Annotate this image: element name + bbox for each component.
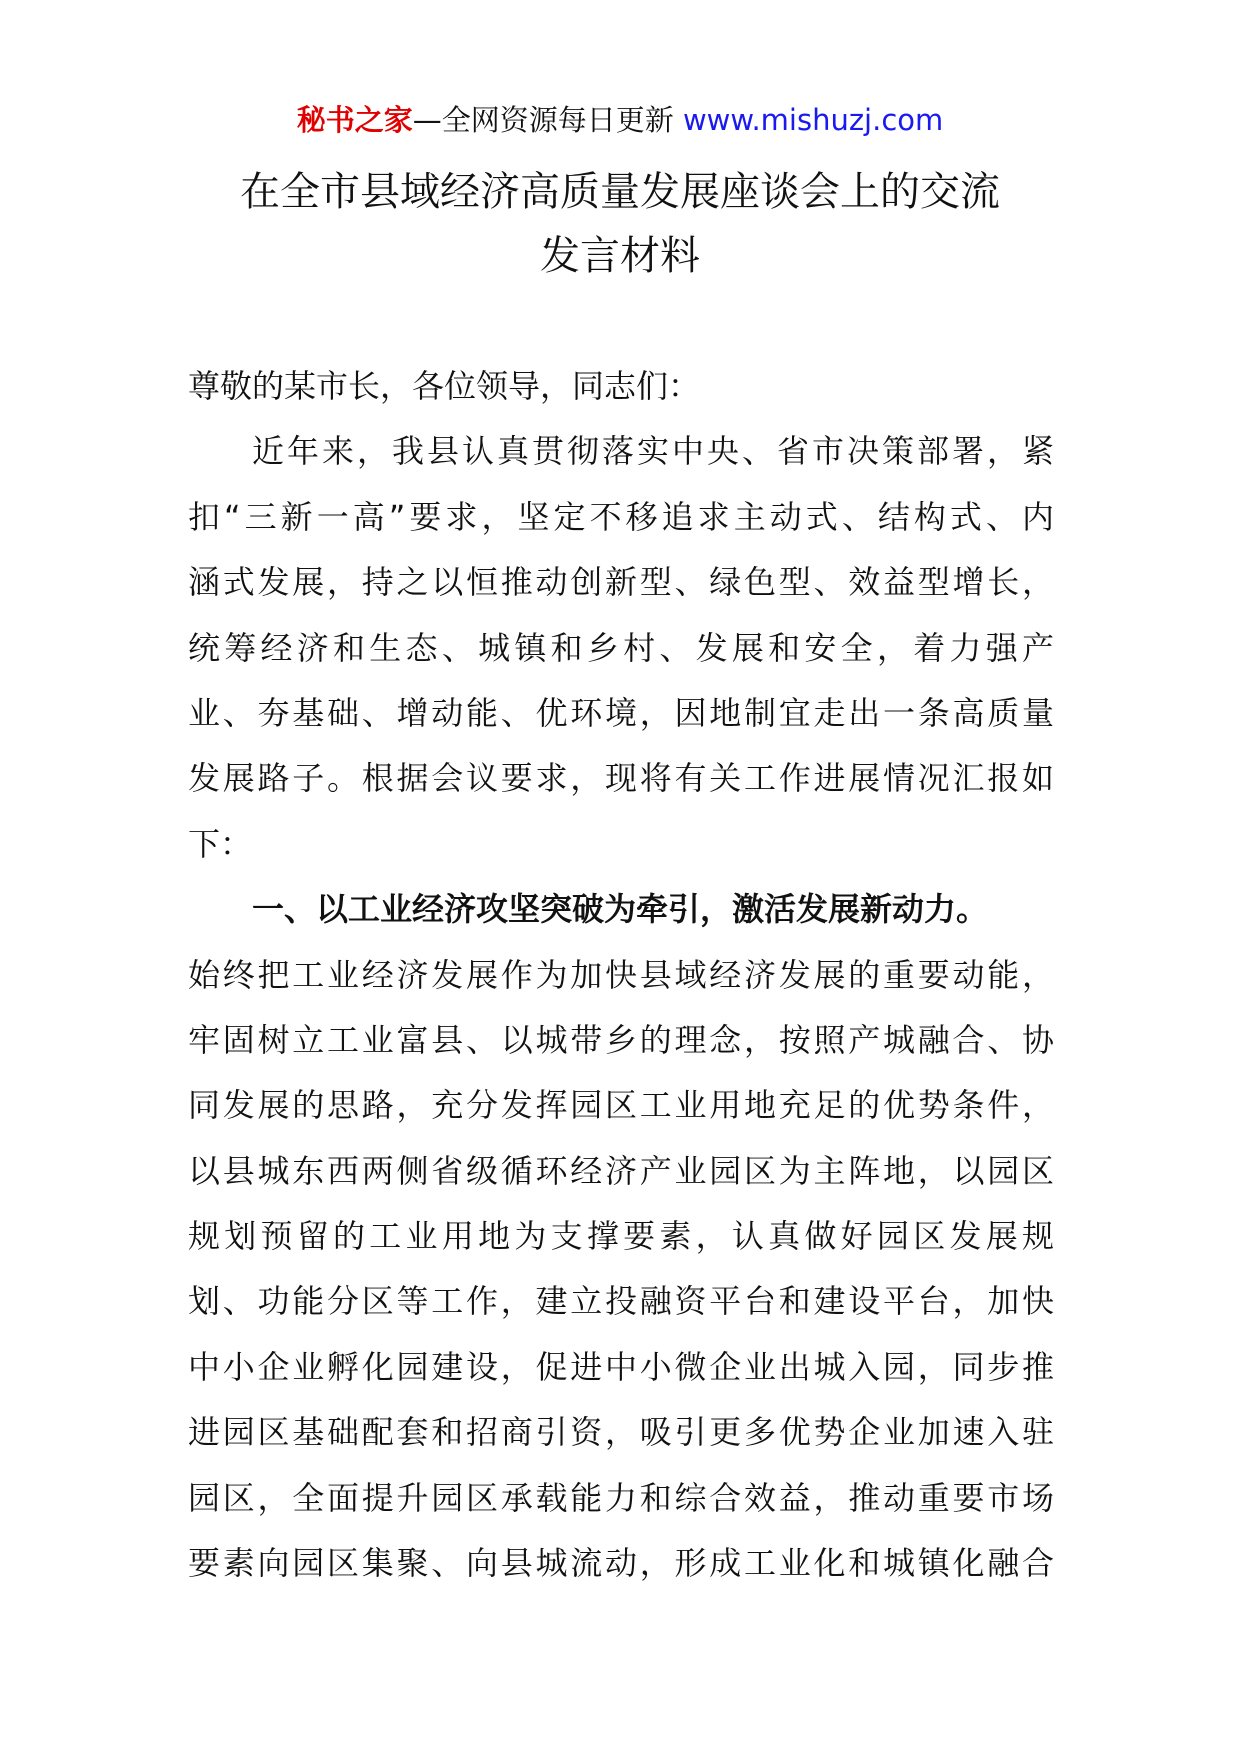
text-line: 发展路子。根据会议要求，现将有关工作进展情况汇报如	[188, 759, 1054, 798]
text-line: 扣“三新一高”要求，坚定不移追求主动式、结构式、内	[188, 497, 1054, 536]
text-line: 业、夯基础、增动能、优环境，因地制宜走出一条高质量	[188, 693, 1054, 732]
salutation: 尊敬的某市长，各位领导，同志们：	[188, 367, 701, 405]
text-line: 要素向园区集聚、向县城流动，形成工业化和城镇化融合	[188, 1544, 1054, 1583]
text-line: 规划预留的工业用地为支撑要素，认真做好园区发展规	[188, 1217, 1054, 1256]
text-line: 始终把工业经济发展作为加快县域经济发展的重要动能，	[188, 955, 1054, 994]
text-line: 以县城东西两侧省级循环经济产业园区为主阵地，以园区	[188, 1151, 1054, 1190]
site-url[interactable]: www.mishuzj.com	[682, 103, 944, 137]
text-line: 中小企业孵化园建设，促进中小微企业出城入园，同步推	[188, 1347, 1054, 1386]
brand-name: 秘书之家	[296, 103, 413, 137]
text-line: 园区，全面提升园区承载能力和综合效益，推动重要市场	[188, 1478, 1054, 1517]
title-line-2: 发言材料	[540, 233, 700, 279]
text-line: 牢固树立工业富县、以城带乡的理念，按照产城融合、协	[188, 1020, 1054, 1059]
site-header	[0, 100, 1240, 140]
section-heading: 一、以工业经济攻坚突破为牵引，激活发展新动力。	[252, 890, 989, 929]
paragraph-section-1	[188, 943, 1054, 1597]
text-line: 划、功能分区等工作，建立投融资平台和建设平台，加快	[188, 1282, 1054, 1321]
text-line: 下：	[188, 824, 253, 863]
text-line: 统筹经济和生态、城镇和乡村、发展和安全，着力强产	[188, 628, 1054, 667]
document-body	[188, 354, 1054, 1596]
paragraph-intro	[188, 419, 1054, 877]
document-title	[0, 160, 1240, 288]
header-tagline: —全网资源每日更新	[412, 103, 683, 137]
text-line: 进园区基础配套和招商引资，吸引更多优势企业加速入驻	[188, 1413, 1054, 1452]
text-line: 涵式发展，持之以恒推动创新型、绿色型、效益型增长，	[188, 563, 1054, 602]
text-line: 同发展的思路，充分发挥园区工业用地充足的优势条件，	[188, 1086, 1054, 1125]
title-line-1: 在全市县域经济高质量发展座谈会上的交流	[240, 169, 1000, 215]
text-line: 近年来，我县认真贯彻落实中央、省市决策部署，紧	[252, 432, 1054, 471]
